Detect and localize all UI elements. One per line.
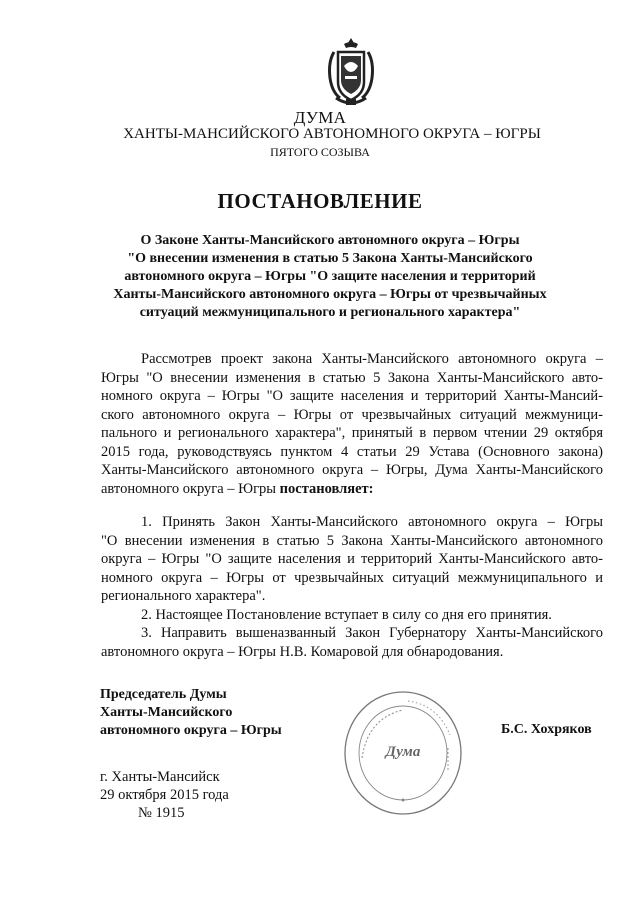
subject-line: О Законе Ханты-Мансийского автономного округа – Югры (140, 233, 520, 248)
document-subject (90, 232, 570, 322)
org-name-line2: ХАНТЫ-МАНСИЙСКОГО АВТОНОМНОГО ОКРУГА – ЮГРЫ (123, 126, 541, 142)
item-line: 2. Настоящее Постановление вступает в силу со дня его принятия. (141, 606, 552, 623)
signatory-position (100, 686, 282, 740)
issue-date: 29 октября 2015 года (100, 787, 229, 803)
document-title: ПОСТАНОВЛЕНИЕ (217, 189, 423, 213)
preamble-line: Рассмотрев проект закона Ханты-Мансийского автономного округа – (141, 351, 603, 367)
item-line: округа – Югры "О защите населения и территорий Ханты-Мансийского авто- (101, 551, 603, 567)
item-line: автономного округа – Югры Н.В. Комаровой для обнародования. (101, 643, 504, 660)
item-line: "О внесении изменения в статью 5 Закона Ханты-Мансийского автономного (101, 532, 603, 549)
preamble-paragraph (101, 350, 603, 498)
signatory-name: Б.С. Хохряков (501, 722, 592, 737)
item-line: номного округа – Югры от чрезвычайных ситуаций межмуниципального и (101, 569, 603, 586)
position-line: Ханты-Мансийского (100, 705, 233, 720)
item-line: 1. Принять Закон Ханты-Мансийского автономного округа – Югры (141, 514, 603, 530)
subject-line: "О внесении изменения в статью 5 Закона Ханты-Мансийского (127, 251, 533, 266)
subject-line: ситуаций межмуниципального и регионального характера" (139, 305, 521, 320)
document-number: № 1915 (138, 805, 185, 821)
preamble-line: 2015 года, руководствуясь пунктом 4 статьи 29 Устава (Основного закона) (101, 443, 603, 460)
stamp-text: Дума (385, 744, 421, 760)
position-line: Председатель Думы (100, 687, 227, 702)
position-line: автономного округа – Югры (100, 723, 282, 738)
official-stamp (340, 688, 466, 818)
preamble-line-last (101, 480, 603, 499)
subject-line: Ханты-Мансийского автономного округа – Югры от чрезвычайных (113, 287, 547, 302)
item-line: 3. Направить вышеназванный Закон Губернатору Ханты-Мансийского (141, 625, 603, 641)
resolves-keyword: постановляет: (279, 480, 374, 497)
preamble-line: ского автономного округа – Югры от чрезвычайных ситуаций межмуници- (101, 406, 603, 423)
org-name-line1: ДУМА (293, 108, 347, 127)
item-line: регионального характера". (101, 588, 266, 604)
preamble-line: Югры "О внесении изменения в статью 5 Закона Ханты-Мансийского авто- (101, 369, 603, 386)
org-convocation: ПЯТОГО СОЗЫВА (270, 145, 370, 159)
preamble-line: Ханты-Мансийского автономного округа – Югры, Дума Ханты-Мансийского (101, 462, 603, 478)
issue-place: г. Ханты-Мансийск (100, 769, 220, 785)
preamble-line: номного округа – Югры "О защите населения и территорий Ханты-Мансий- (101, 388, 603, 404)
resolution-items (101, 513, 603, 661)
preamble-text: автономного округа – Югры (101, 480, 280, 497)
coat-of-arms-icon (326, 36, 376, 108)
subject-line: автономного округа – Югры "О защите населения и территорий (124, 269, 536, 284)
preamble-line: пального и регионального характера", принятый в первом чтении 29 октября (101, 425, 603, 441)
issue-details (100, 768, 229, 822)
